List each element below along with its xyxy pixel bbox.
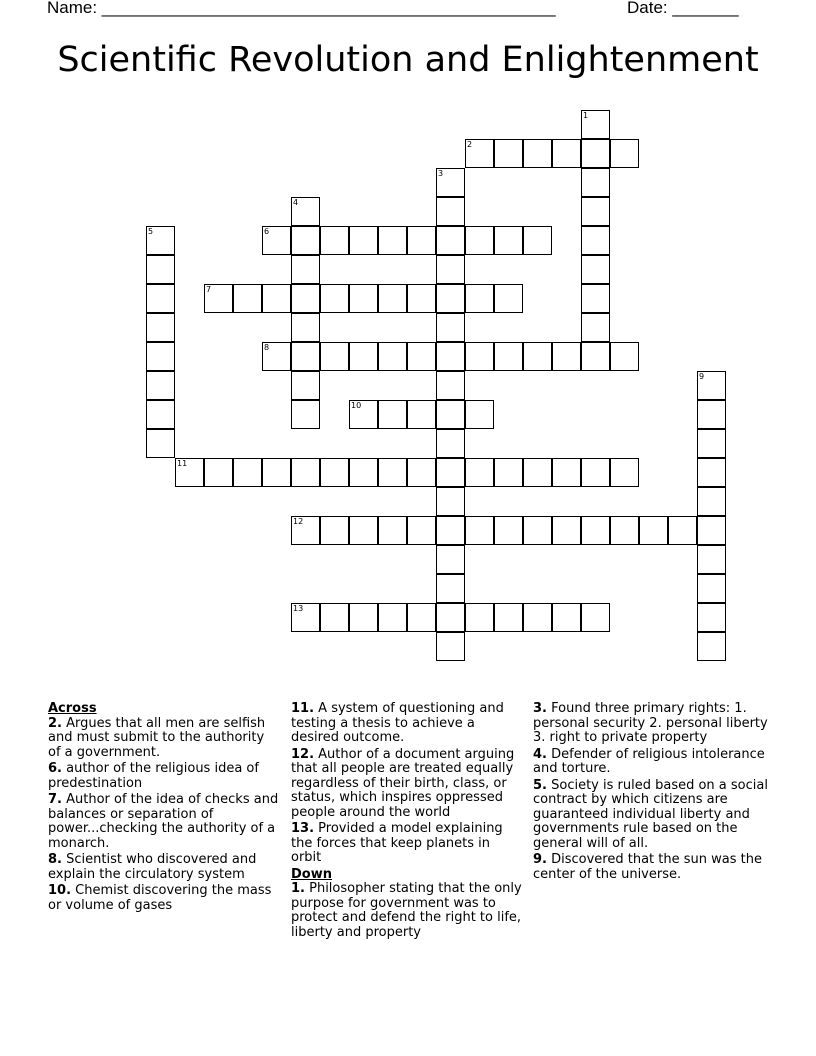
clue-item xyxy=(291,702,523,746)
clue-number: 4 xyxy=(293,198,299,207)
clue-number: 10 xyxy=(351,401,362,410)
clue-number: 7 xyxy=(206,285,212,294)
clue-item xyxy=(48,853,280,882)
grid-cell[interactable] xyxy=(320,226,349,255)
grid-cell[interactable] xyxy=(436,545,465,574)
grid-cell[interactable] xyxy=(407,458,436,487)
grid-cell[interactable] xyxy=(291,197,320,226)
grid-cell[interactable] xyxy=(610,139,639,168)
grid-cell[interactable] xyxy=(436,313,465,342)
grid-cell[interactable] xyxy=(436,574,465,603)
grid-cell[interactable] xyxy=(494,603,523,632)
clue-item xyxy=(291,748,523,821)
grid-cell[interactable] xyxy=(552,516,581,545)
grid-cell[interactable] xyxy=(378,342,407,371)
grid-cell[interactable] xyxy=(436,255,465,284)
down-heading: Down xyxy=(291,866,332,882)
grid-cell[interactable] xyxy=(146,313,175,342)
grid-cell[interactable] xyxy=(465,516,494,545)
grid-cell[interactable] xyxy=(639,516,668,545)
grid-cell[interactable] xyxy=(320,284,349,313)
clue-item-number: 12. xyxy=(291,746,315,762)
grid-cell[interactable] xyxy=(262,284,291,313)
clue-item-text: author of the religious idea of predestination xyxy=(48,761,259,791)
clue-item xyxy=(291,822,523,866)
grid-cell[interactable] xyxy=(610,342,639,371)
grid-cell[interactable] xyxy=(320,516,349,545)
grid-cell[interactable] xyxy=(494,516,523,545)
grid-cell[interactable] xyxy=(465,458,494,487)
clue-item-text: A system of questioning and testing a thesis to achieve a desired outcome. xyxy=(291,701,504,745)
grid-cell[interactable] xyxy=(581,284,610,313)
grid-cell[interactable] xyxy=(523,139,552,168)
grid-cell[interactable] xyxy=(494,226,523,255)
across-heading: Across xyxy=(48,701,97,716)
grid-cell[interactable] xyxy=(262,458,291,487)
grid-cell[interactable] xyxy=(697,632,726,661)
grid-cell[interactable] xyxy=(436,400,465,429)
clue-item xyxy=(533,779,769,852)
grid-cell[interactable] xyxy=(465,139,494,168)
clue-item-number: 5. xyxy=(533,777,547,793)
grid-cell[interactable] xyxy=(552,342,581,371)
clue-number: 9 xyxy=(699,372,705,381)
clue-item-text: Discovered that the sun was the center of the universe. xyxy=(533,852,762,882)
clue-item-text: Author of a document arguing that all people are treated equally regardless of their birth, class, or status, which inspires oppressed people around the world xyxy=(291,746,515,820)
grid-cell[interactable] xyxy=(378,284,407,313)
grid-cell[interactable] xyxy=(697,458,726,487)
grid-cell[interactable] xyxy=(262,226,291,255)
grid-cell[interactable] xyxy=(436,284,465,313)
grid-cell[interactable] xyxy=(320,603,349,632)
grid-cell[interactable] xyxy=(436,371,465,400)
clue-item-text: Chemist discovering the mass or volume of gases xyxy=(48,883,272,913)
grid-cell[interactable] xyxy=(407,516,436,545)
grid-cell[interactable] xyxy=(494,342,523,371)
clue-item-number: 8. xyxy=(48,852,62,867)
grid-cell[interactable] xyxy=(378,226,407,255)
grid-cell[interactable] xyxy=(581,197,610,226)
grid-cell[interactable] xyxy=(697,545,726,574)
clue-item-number: 11. xyxy=(291,701,315,716)
grid-cell[interactable] xyxy=(697,516,726,545)
clue-item-number: 7. xyxy=(48,792,62,807)
grid-cell[interactable] xyxy=(581,110,610,139)
clue-item-number: 6. xyxy=(48,761,62,776)
grid-cell[interactable] xyxy=(465,603,494,632)
grid-cell[interactable] xyxy=(378,516,407,545)
grid-cell[interactable] xyxy=(523,603,552,632)
grid-cell[interactable] xyxy=(291,400,320,429)
clue-item xyxy=(291,882,523,940)
name-field-label: Name: ________________________________________________ xyxy=(47,0,556,17)
grid-cell[interactable] xyxy=(349,226,378,255)
grid-cell[interactable] xyxy=(610,458,639,487)
grid-cell[interactable] xyxy=(697,574,726,603)
grid-cell[interactable] xyxy=(581,516,610,545)
grid-cell[interactable] xyxy=(465,400,494,429)
grid-cell[interactable] xyxy=(436,197,465,226)
clue-number: 6 xyxy=(264,227,270,236)
grid-cell[interactable] xyxy=(581,458,610,487)
grid-cell[interactable] xyxy=(146,429,175,458)
clue-item xyxy=(48,884,280,913)
grid-cell[interactable] xyxy=(349,603,378,632)
clue-item-text: Argues that all men are selfish and must submit to the authority of a government. xyxy=(48,715,266,760)
clue-item-number: 1. xyxy=(291,881,305,896)
grid-cell[interactable] xyxy=(436,632,465,661)
grid-cell[interactable] xyxy=(378,603,407,632)
clue-number: 5 xyxy=(148,227,154,236)
clue-number: 11 xyxy=(177,459,188,468)
grid-cell[interactable] xyxy=(407,400,436,429)
grid-cell[interactable] xyxy=(233,284,262,313)
clue-item-text: Defender of religious intolerance and torture. xyxy=(533,746,765,776)
clue-item xyxy=(533,853,769,882)
grid-cell[interactable] xyxy=(407,342,436,371)
grid-cell[interactable] xyxy=(552,139,581,168)
grid-cell[interactable] xyxy=(378,458,407,487)
clues-column-1 xyxy=(48,702,280,915)
grid-cell[interactable] xyxy=(175,458,204,487)
grid-cell[interactable] xyxy=(146,255,175,284)
grid-cell[interactable] xyxy=(291,603,320,632)
clue-item-number: 9. xyxy=(533,852,547,867)
grid-cell[interactable] xyxy=(697,371,726,400)
grid-cell[interactable] xyxy=(146,284,175,313)
grid-cell[interactable] xyxy=(552,458,581,487)
clue-item-text: Society is ruled based on a social contract by which citizens are guaranteed individual liberty and governments rule based on the general will of all. xyxy=(533,777,768,851)
grid-cell[interactable] xyxy=(291,342,320,371)
grid-cell[interactable] xyxy=(697,487,726,516)
grid-cell[interactable] xyxy=(494,139,523,168)
grid-cell[interactable] xyxy=(291,458,320,487)
grid-cell[interactable] xyxy=(436,342,465,371)
grid-cell[interactable] xyxy=(146,371,175,400)
grid-cell[interactable] xyxy=(465,226,494,255)
clue-item-number: 2. xyxy=(48,715,62,731)
grid-cell[interactable] xyxy=(697,400,726,429)
grid-cell[interactable] xyxy=(320,342,349,371)
grid-cell[interactable] xyxy=(233,458,262,487)
grid-cell[interactable] xyxy=(581,313,610,342)
grid-cell[interactable] xyxy=(204,284,233,313)
grid-cell[interactable] xyxy=(349,516,378,545)
grid-cell[interactable] xyxy=(146,226,175,255)
clue-item-text: Found three primary rights: 1. personal security 2. personal liberty 3. right to private property xyxy=(533,701,768,745)
clue-number: 3 xyxy=(438,169,444,178)
grid-cell[interactable] xyxy=(436,226,465,255)
grid-cell[interactable] xyxy=(436,516,465,545)
clue-item-text: Scientist who discovered and explain the circulatory system xyxy=(48,852,257,882)
grid-cell[interactable] xyxy=(697,603,726,632)
grid-cell[interactable] xyxy=(291,313,320,342)
clue-number: 12 xyxy=(293,517,304,526)
grid-cell[interactable] xyxy=(262,342,291,371)
grid-cell[interactable] xyxy=(349,284,378,313)
grid-cell[interactable] xyxy=(668,516,697,545)
grid-cell[interactable] xyxy=(465,284,494,313)
grid-cell[interactable] xyxy=(552,603,581,632)
grid-cell[interactable] xyxy=(523,226,552,255)
grid-cell[interactable] xyxy=(291,284,320,313)
grid-cell[interactable] xyxy=(436,429,465,458)
grid-cell[interactable] xyxy=(581,255,610,284)
clue-item xyxy=(533,702,769,746)
clue-item xyxy=(48,793,280,851)
grid-cell[interactable] xyxy=(610,516,639,545)
clue-item-text: Author of the idea of checks and balances or separation of power...checking the authority of a monarch. xyxy=(48,792,279,851)
grid-cell[interactable] xyxy=(436,603,465,632)
grid-cell[interactable] xyxy=(581,139,610,168)
clue-item-text: Provided a model explaining the forces that keep planets in orbit xyxy=(291,821,503,865)
grid-cell[interactable] xyxy=(523,342,552,371)
clue-item-number: 3. xyxy=(533,701,547,716)
clues-column-3 xyxy=(533,702,769,884)
grid-cell[interactable] xyxy=(320,458,349,487)
grid-cell[interactable] xyxy=(465,342,494,371)
grid-cell[interactable] xyxy=(581,226,610,255)
grid-cell[interactable] xyxy=(697,429,726,458)
grid-cell[interactable] xyxy=(349,342,378,371)
clue-item-number: 10. xyxy=(48,883,72,898)
grid-cell[interactable] xyxy=(581,603,610,632)
grid-cell[interactable] xyxy=(407,284,436,313)
grid-cell[interactable] xyxy=(291,255,320,284)
grid-cell[interactable] xyxy=(581,342,610,371)
clue-item xyxy=(533,748,769,777)
clue-item xyxy=(48,717,280,761)
clue-item-number: 4. xyxy=(533,746,547,762)
clue-item-text: Philosopher stating that the only purpose for government was to protect and defend the right to life, liberty and property xyxy=(291,881,522,940)
grid-cell[interactable] xyxy=(436,458,465,487)
grid-cell[interactable] xyxy=(349,400,378,429)
clue-item xyxy=(48,762,280,791)
grid-cell[interactable] xyxy=(146,400,175,429)
grid-cell[interactable] xyxy=(494,458,523,487)
grid-cell[interactable] xyxy=(436,487,465,516)
grid-cell[interactable] xyxy=(407,226,436,255)
grid-cell[interactable] xyxy=(349,458,378,487)
grid-cell[interactable] xyxy=(291,516,320,545)
page-title: Scientific Revolution and Enlightenment xyxy=(57,40,759,80)
date-field-label: Date: _______ xyxy=(627,0,739,17)
grid-cell[interactable] xyxy=(407,603,436,632)
grid-cell[interactable] xyxy=(378,400,407,429)
clue-number: 8 xyxy=(264,343,270,352)
grid-cell[interactable] xyxy=(291,226,320,255)
grid-cell[interactable] xyxy=(291,371,320,400)
clue-number: 13 xyxy=(293,604,304,613)
grid-cell[interactable] xyxy=(523,458,552,487)
grid-cell[interactable] xyxy=(436,168,465,197)
grid-cell[interactable] xyxy=(494,284,523,313)
grid-cell[interactable] xyxy=(581,168,610,197)
clue-number: 1 xyxy=(583,111,589,120)
grid-cell[interactable] xyxy=(146,342,175,371)
clue-item-number: 13. xyxy=(291,821,315,836)
clues-column-2 xyxy=(291,702,523,942)
clue-number: 2 xyxy=(467,140,473,149)
grid-cell[interactable] xyxy=(523,516,552,545)
grid-cell[interactable] xyxy=(204,458,233,487)
